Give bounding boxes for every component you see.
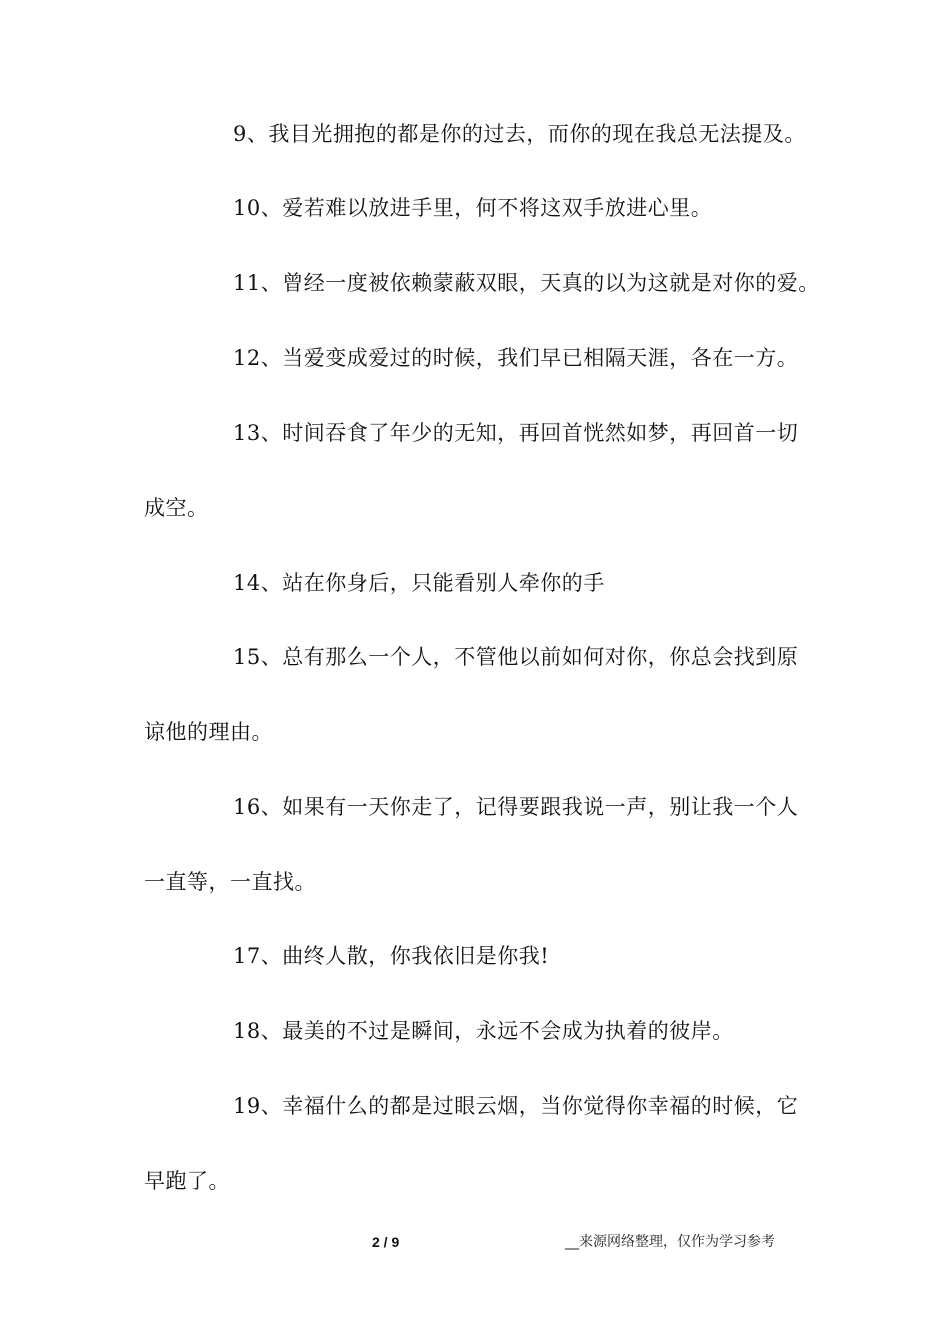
paragraph-line: 14、站在你身后，只能看别人牵你的手 <box>233 571 605 595</box>
paragraph-line: 12、当爱变成爱过的时候，我们早已相隔天涯，各在一方。 <box>233 346 799 370</box>
footer-note: __来源网络整理，仅作为学习参考 <box>565 1234 775 1250</box>
paragraph-line: 16、如果有一天你走了，记得要跟我说一声，别让我一个人 <box>233 795 799 819</box>
paragraph-line: 13、时间吞食了年少的无知，再回首恍然如梦，再回首一切 <box>233 421 799 445</box>
paragraph-line: 17、曲终人散，你我依旧是你我! <box>233 944 550 968</box>
paragraph-line: 18、最美的不过是瞬间，永远不会成为执着的彼岸。 <box>233 1019 734 1043</box>
paragraph-line: 谅他的理由。 <box>144 720 273 744</box>
paragraph-line: 成空。 <box>144 496 209 520</box>
paragraph-line: 9、我目光拥抱的都是你的过去，而你的现在我总无法提及。 <box>233 122 806 146</box>
paragraph-line: 一直等，一直找。 <box>144 870 316 894</box>
paragraph-line: 11、曾经一度被依赖蒙蔽双眼，天真的以为这就是对你的爱。 <box>233 271 820 295</box>
page-number: 2 / 9 <box>372 1234 400 1250</box>
paragraph-line: 10、爱若难以放进手里，何不将这双手放进心里。 <box>233 196 713 220</box>
paragraph-line: 15、总有那么一个人，不管他以前如何对你，你总会找到原 <box>233 645 799 669</box>
paragraph-line: 19、幸福什么的都是过眼云烟，当你觉得你幸福的时候，它 <box>233 1094 799 1118</box>
paragraph-line: 早跑了。 <box>144 1169 230 1193</box>
